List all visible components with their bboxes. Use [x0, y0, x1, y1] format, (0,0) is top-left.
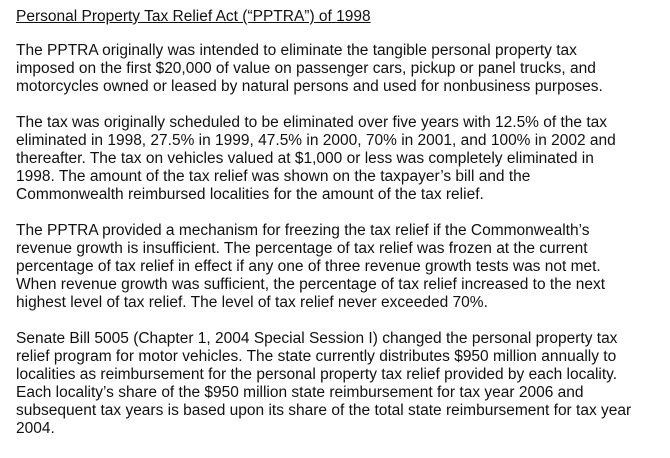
paragraph-line: percentage of tax relief in effect if any one of three revenue growth tests was not met.	[16, 258, 601, 275]
paragraph-line: 1998. The amount of the tax relief was shown on the taxpayer’s bill and the	[16, 168, 531, 185]
paragraph-line: subsequent tax years is based upon its share of the total state reimbursement for tax year	[16, 402, 632, 419]
paragraph-line: Commonwealth reimbursed localities for the amount of the tax relief.	[16, 186, 484, 203]
paragraph-line: eliminated in 1998, 27.5% in 1999, 47.5% in 2000, 70% in 2001, and 100% in 2002 and	[16, 132, 616, 149]
paragraph-line: The PPTRA originally was intended to eliminate the tangible personal property tax	[16, 42, 577, 59]
paragraph-line: revenue growth is insufficient. The percentage of tax relief was frozen at the current	[16, 240, 588, 257]
paragraph-line: Senate Bill 5005 (Chapter 1, 2004 Special Session I) changed the personal property tax	[16, 330, 618, 347]
paragraph-line: thereafter. The tax on vehicles valued at $1,000 or less was completely eliminated in	[16, 150, 594, 167]
document-page	[16, 8, 662, 456]
paragraph-line: imposed on the first $20,000 of value on passenger cars, pickup or panel trucks, and	[16, 60, 596, 77]
paragraph-line: The tax was originally scheduled to be eliminated over five years with 12.5% of the tax	[16, 114, 608, 131]
paragraph-line: Each locality’s share of the $950 million state reimbursement for tax year 2006 and	[16, 384, 584, 401]
paragraph-line: localities as reimbursement for the personal property tax relief provided by each locality.	[16, 366, 618, 383]
paragraph-freeze-mechanism	[16, 222, 662, 312]
paragraph-pptra-intent	[16, 42, 662, 96]
paragraph-line: motorcycles owned or leased by natural persons and used for nonbusiness purposes.	[16, 78, 603, 95]
paragraph-line: The PPTRA provided a mechanism for freezing the tax relief if the Commonwealth’s	[16, 222, 590, 239]
paragraph-line: 2004.	[16, 420, 55, 437]
paragraph-senate-bill-5005	[16, 330, 662, 438]
document-title: Personal Property Tax Relief Act (“PPTRA”) of 1998	[16, 8, 371, 25]
paragraph-line: relief program for motor vehicles. The state currently distributes $950 million annually to	[16, 348, 617, 365]
paragraph-line: When revenue growth was sufficient, the percentage of tax relief increased to the next	[16, 276, 606, 293]
paragraph-elimination-schedule	[16, 114, 662, 204]
paragraph-line: highest level of tax relief. The level of tax relief never exceeded 70%.	[16, 294, 488, 311]
